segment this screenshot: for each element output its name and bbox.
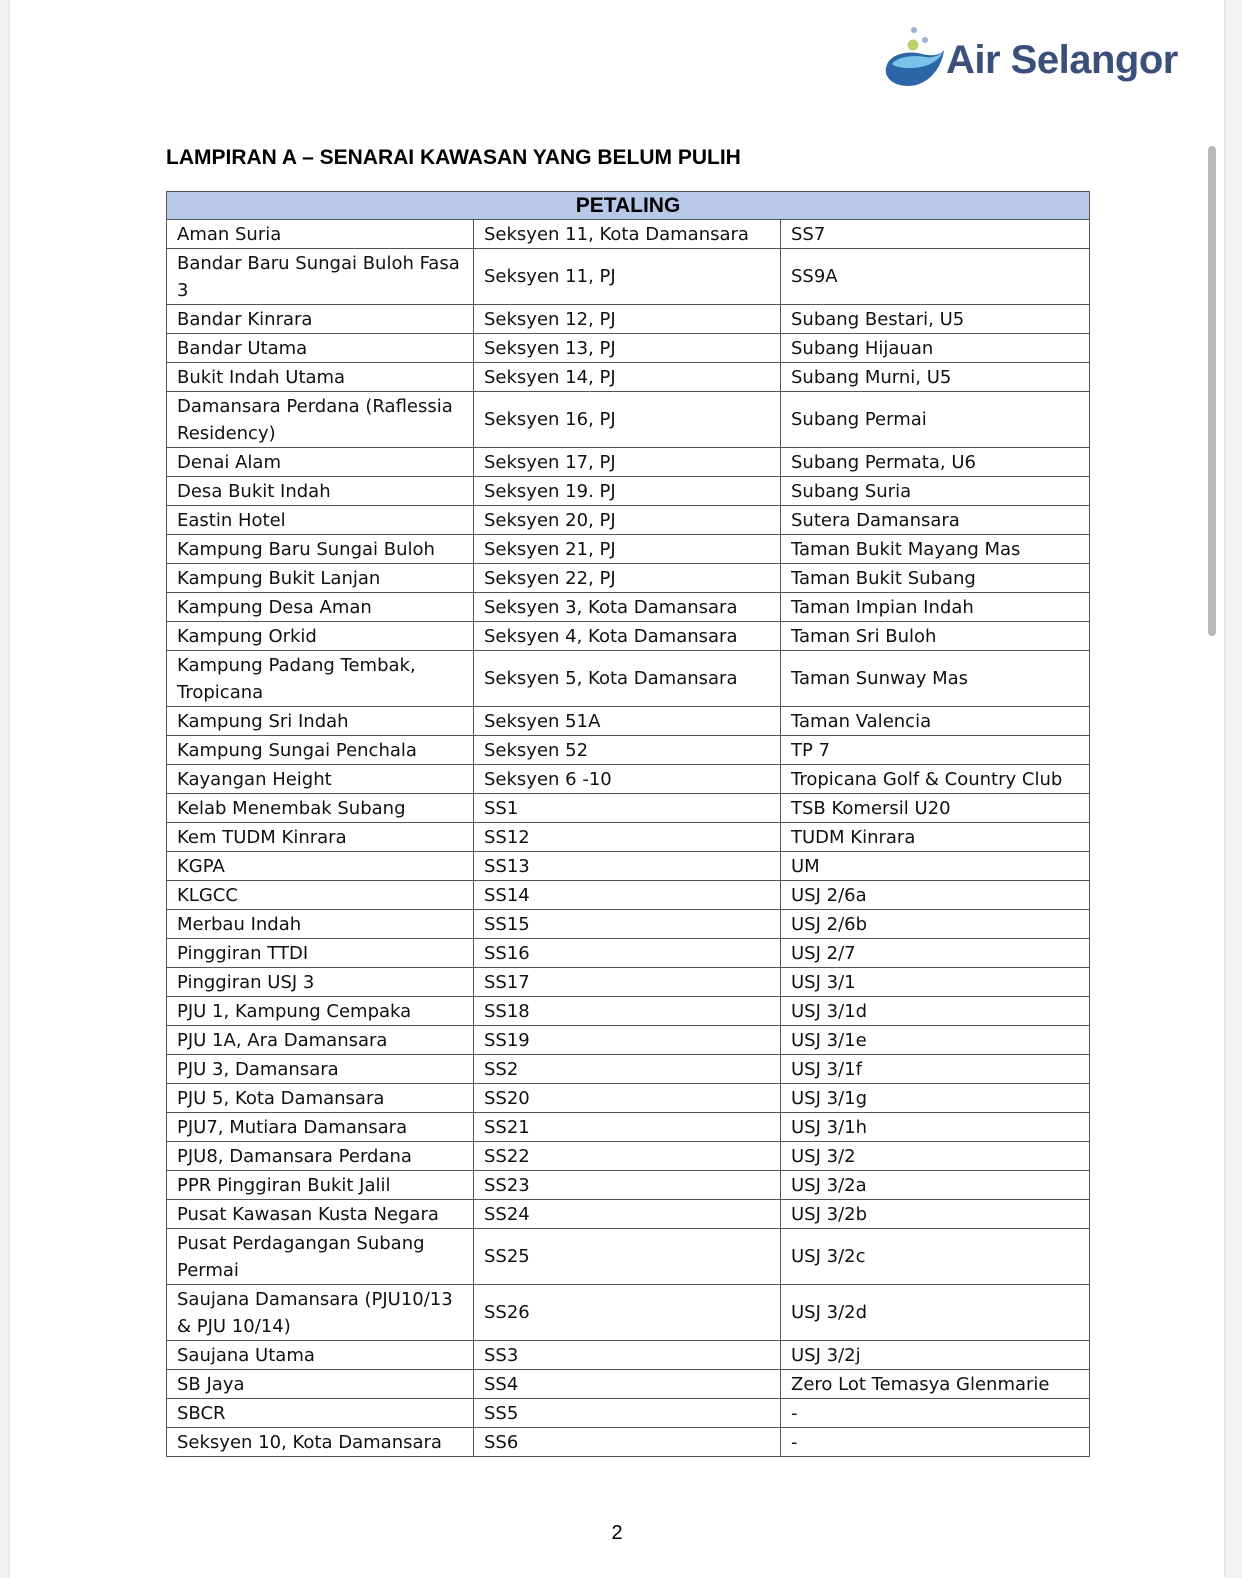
table-cell: Seksyen 12, PJ xyxy=(474,305,781,334)
table-cell: UM xyxy=(781,852,1090,881)
table-row xyxy=(167,1084,1090,1113)
table-cell: Sutera Damansara xyxy=(781,506,1090,535)
table-cell: SS19 xyxy=(474,1026,781,1055)
table-cell: Saujana Damansara (PJU10/13 & PJU 10/14) xyxy=(167,1285,474,1341)
table-cell: Taman Valencia xyxy=(781,707,1090,736)
water-drop-logo-icon xyxy=(882,24,948,90)
table-cell: Taman Impian Indah xyxy=(781,593,1090,622)
table-cell: Denai Alam xyxy=(167,448,474,477)
table-row xyxy=(167,305,1090,334)
table-cell: Kampung Sungai Penchala xyxy=(167,736,474,765)
table-cell: USJ 3/1 xyxy=(781,968,1090,997)
table-cell: Pinggiran USJ 3 xyxy=(167,968,474,997)
table-row xyxy=(167,363,1090,392)
table-cell: PJU 1, Kampung Cempaka xyxy=(167,997,474,1026)
table-row xyxy=(167,765,1090,794)
table-cell: Zero Lot Temasya Glenmarie xyxy=(781,1370,1090,1399)
table-cell: Bandar Baru Sungai Buloh Fasa 3 xyxy=(167,249,474,305)
table-row xyxy=(167,881,1090,910)
table-cell: Damansara Perdana (Raflessia Residency) xyxy=(167,392,474,448)
table-cell: SB Jaya xyxy=(167,1370,474,1399)
table-cell: Seksyen 5, Kota Damansara xyxy=(474,651,781,707)
table-row xyxy=(167,448,1090,477)
table-cell: Kampung Orkid xyxy=(167,622,474,651)
table-row xyxy=(167,736,1090,765)
table-row xyxy=(167,1200,1090,1229)
table-body xyxy=(167,220,1090,1457)
table-cell: USJ 3/2j xyxy=(781,1341,1090,1370)
table-cell: Subang Suria xyxy=(781,477,1090,506)
table-cell: Subang Hijauan xyxy=(781,334,1090,363)
table-cell: Subang Murni, U5 xyxy=(781,363,1090,392)
table-row xyxy=(167,852,1090,881)
table-row xyxy=(167,564,1090,593)
table-cell: USJ 3/1d xyxy=(781,997,1090,1026)
table-cell: USJ 3/2b xyxy=(781,1200,1090,1229)
table-cell: USJ 3/1f xyxy=(781,1055,1090,1084)
table-row xyxy=(167,1171,1090,1200)
table-cell: PJU8, Damansara Perdana xyxy=(167,1142,474,1171)
table-cell: USJ 2/7 xyxy=(781,939,1090,968)
table-cell: Eastin Hotel xyxy=(167,506,474,535)
table-cell: Taman Sunway Mas xyxy=(781,651,1090,707)
table-cell: Kelab Menembak Subang xyxy=(167,794,474,823)
table-cell: Bukit Indah Utama xyxy=(167,363,474,392)
table-header-district: PETALING xyxy=(167,192,1090,220)
table-cell: SS16 xyxy=(474,939,781,968)
table-cell: Seksyen 11, Kota Damansara xyxy=(474,220,781,249)
table-cell: USJ 3/1e xyxy=(781,1026,1090,1055)
table-cell: SS6 xyxy=(474,1428,781,1457)
table-cell: USJ 3/2c xyxy=(781,1229,1090,1285)
table-cell: TP 7 xyxy=(781,736,1090,765)
document-title: LAMPIRAN A – SENARAI KAWASAN YANG BELUM PULIH xyxy=(166,146,741,169)
table-cell: USJ 2/6b xyxy=(781,910,1090,939)
table-cell: Taman Sri Buloh xyxy=(781,622,1090,651)
table-cell: SS23 xyxy=(474,1171,781,1200)
table-cell: SS2 xyxy=(474,1055,781,1084)
table-cell: TSB Komersil U20 xyxy=(781,794,1090,823)
table-row xyxy=(167,506,1090,535)
table-cell: Seksyen 6 -10 xyxy=(474,765,781,794)
table-cell: Saujana Utama xyxy=(167,1341,474,1370)
table-cell: Seksyen 4, Kota Damansara xyxy=(474,622,781,651)
table-cell: SS22 xyxy=(474,1142,781,1171)
table-row xyxy=(167,1055,1090,1084)
table-cell: SS17 xyxy=(474,968,781,997)
table-row xyxy=(167,1142,1090,1171)
table-cell: TUDM Kinrara xyxy=(781,823,1090,852)
table-cell: Seksyen 11, PJ xyxy=(474,249,781,305)
air-selangor-logo xyxy=(882,24,1182,94)
table-row xyxy=(167,794,1090,823)
table-row xyxy=(167,1026,1090,1055)
table-cell: USJ 2/6a xyxy=(781,881,1090,910)
table-cell: Seksyen 13, PJ xyxy=(474,334,781,363)
table-cell: SBCR xyxy=(167,1399,474,1428)
table-cell: Taman Bukit Subang xyxy=(781,564,1090,593)
table-row xyxy=(167,968,1090,997)
table-row xyxy=(167,1113,1090,1142)
table-row xyxy=(167,910,1090,939)
table-cell: Subang Permai xyxy=(781,392,1090,448)
table-cell: Seksyen 20, PJ xyxy=(474,506,781,535)
table-cell: SS1 xyxy=(474,794,781,823)
table-cell: Pusat Kawasan Kusta Negara xyxy=(167,1200,474,1229)
table-cell: SS21 xyxy=(474,1113,781,1142)
table-cell: Seksyen 14, PJ xyxy=(474,363,781,392)
table-cell: PJU 3, Damansara xyxy=(167,1055,474,1084)
table-cell: Kampung Desa Aman xyxy=(167,593,474,622)
scrollbar[interactable] xyxy=(1208,146,1216,636)
table-cell: Seksyen 51A xyxy=(474,707,781,736)
table-cell: Kampung Baru Sungai Buloh xyxy=(167,535,474,564)
table-cell: Seksyen 52 xyxy=(474,736,781,765)
table-cell: Pusat Perdagangan Subang Permai xyxy=(167,1229,474,1285)
table-cell: SS26 xyxy=(474,1285,781,1341)
table-cell: SS18 xyxy=(474,997,781,1026)
table-row xyxy=(167,334,1090,363)
table-cell: SS13 xyxy=(474,852,781,881)
brand-name: Air Selangor xyxy=(946,38,1178,82)
table-cell: SS14 xyxy=(474,881,781,910)
table-cell: PJU 5, Kota Damansara xyxy=(167,1084,474,1113)
table-cell: PJU 1A, Ara Damansara xyxy=(167,1026,474,1055)
table-cell: USJ 3/2d xyxy=(781,1285,1090,1341)
table-row xyxy=(167,823,1090,852)
table-cell: Bandar Utama xyxy=(167,334,474,363)
table-cell: Seksyen 10, Kota Damansara xyxy=(167,1428,474,1457)
document-page xyxy=(10,0,1224,1578)
table-cell: Seksyen 19. PJ xyxy=(474,477,781,506)
table-cell: SS15 xyxy=(474,910,781,939)
table-row xyxy=(167,392,1090,448)
table-row xyxy=(167,1285,1090,1341)
table-cell: Kampung Bukit Lanjan xyxy=(167,564,474,593)
table-row xyxy=(167,220,1090,249)
table-cell: Aman Suria xyxy=(167,220,474,249)
table-cell: SS5 xyxy=(474,1399,781,1428)
table-cell: Kampung Sri Indah xyxy=(167,707,474,736)
table-cell: SS4 xyxy=(474,1370,781,1399)
table-cell: - xyxy=(781,1399,1090,1428)
table-row xyxy=(167,593,1090,622)
table-cell: SS9A xyxy=(781,249,1090,305)
table-cell: Tropicana Golf & Country Club xyxy=(781,765,1090,794)
table-cell: SS20 xyxy=(474,1084,781,1113)
table-cell: Seksyen 17, PJ xyxy=(474,448,781,477)
table-cell: Subang Bestari, U5 xyxy=(781,305,1090,334)
table-cell: KGPA xyxy=(167,852,474,881)
table-cell: Merbau Indah xyxy=(167,910,474,939)
table-cell: USJ 3/2a xyxy=(781,1171,1090,1200)
table-cell: SS24 xyxy=(474,1200,781,1229)
table-cell: Kem TUDM Kinrara xyxy=(167,823,474,852)
table-cell: Kampung Padang Tembak, Tropicana xyxy=(167,651,474,707)
table-cell: Seksyen 16, PJ xyxy=(474,392,781,448)
table-cell: Pinggiran TTDI xyxy=(167,939,474,968)
table-cell: SS12 xyxy=(474,823,781,852)
table-row xyxy=(167,622,1090,651)
table-row xyxy=(167,651,1090,707)
table-cell: PJU7, Mutiara Damansara xyxy=(167,1113,474,1142)
areas-table xyxy=(166,191,1090,1457)
table-row xyxy=(167,535,1090,564)
table-cell: Taman Bukit Mayang Mas xyxy=(781,535,1090,564)
table-cell: USJ 3/2 xyxy=(781,1142,1090,1171)
table-row xyxy=(167,1428,1090,1457)
table-cell: SS25 xyxy=(474,1229,781,1285)
table-row xyxy=(167,249,1090,305)
table-cell: Seksyen 3, Kota Damansara xyxy=(474,593,781,622)
table-cell: USJ 3/1g xyxy=(781,1084,1090,1113)
table-row xyxy=(167,707,1090,736)
table-cell: KLGCC xyxy=(167,881,474,910)
table-cell: - xyxy=(781,1428,1090,1457)
table-cell: PPR Pinggiran Bukit Jalil xyxy=(167,1171,474,1200)
table-cell: Kayangan Height xyxy=(167,765,474,794)
table-row xyxy=(167,1229,1090,1285)
table-row xyxy=(167,997,1090,1026)
table-row xyxy=(167,1399,1090,1428)
page-number: 2 xyxy=(611,1522,623,1544)
table-row xyxy=(167,1370,1090,1399)
table-row xyxy=(167,477,1090,506)
table-cell: Desa Bukit Indah xyxy=(167,477,474,506)
table-cell: USJ 3/1h xyxy=(781,1113,1090,1142)
table-cell: Seksyen 21, PJ xyxy=(474,535,781,564)
table-row xyxy=(167,939,1090,968)
table-cell: Subang Permata, U6 xyxy=(781,448,1090,477)
table-cell: Bandar Kinrara xyxy=(167,305,474,334)
table-cell: SS3 xyxy=(474,1341,781,1370)
table-cell: Seksyen 22, PJ xyxy=(474,564,781,593)
table-cell: SS7 xyxy=(781,220,1090,249)
table-row xyxy=(167,1341,1090,1370)
